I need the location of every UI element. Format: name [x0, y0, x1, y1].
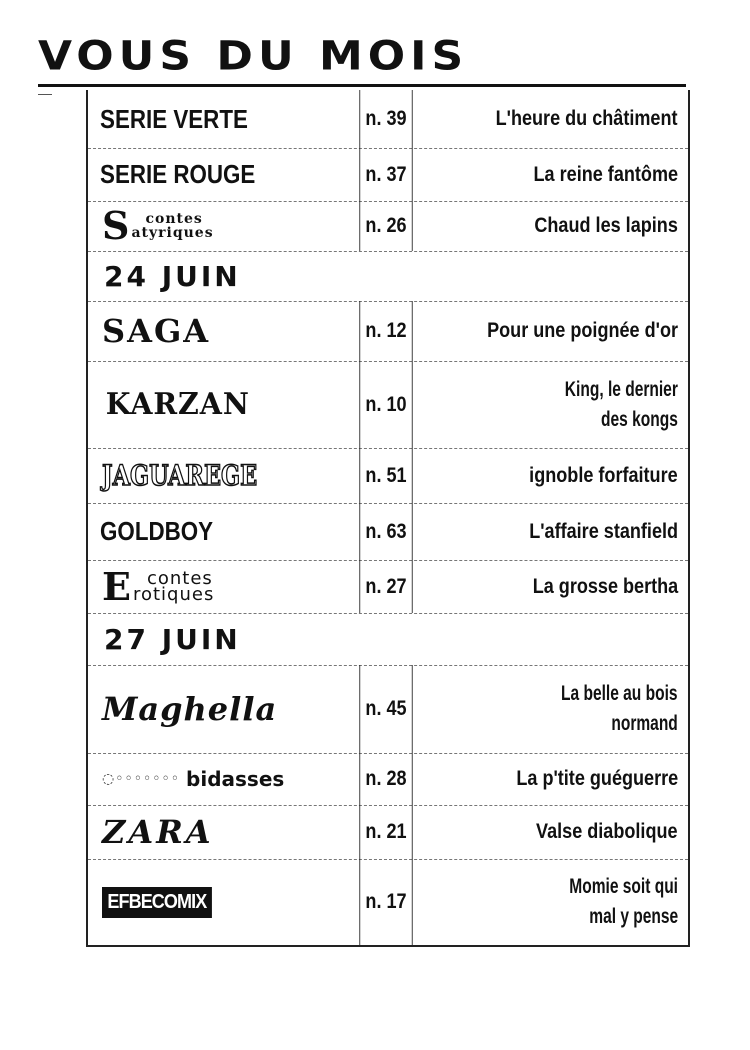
- episode-title: La grosse bertha: [532, 574, 678, 598]
- issue-number: n. 10: [359, 361, 412, 448]
- table-row: [88, 859, 688, 945]
- efbecomix-logo: EFBECOMIX: [88, 859, 355, 945]
- bidasses-logo: ◌◦◦◦◦◦◦◦ bidasses: [102, 767, 285, 791]
- schedule-table: [86, 90, 690, 947]
- issue-number: n. 39: [359, 90, 412, 148]
- maghella-logo: Maghella: [102, 690, 278, 728]
- issue-number: n. 28: [359, 753, 412, 805]
- zara-logo: ZARA: [102, 813, 214, 851]
- issue-number: n. 37: [359, 148, 412, 201]
- saga-logo: SAGA: [102, 312, 211, 350]
- table-row: [88, 448, 688, 504]
- table-row: [88, 503, 688, 561]
- contes-erotiques-logo: E contes rotiques: [102, 563, 215, 609]
- series-title: GOLDBOY: [100, 516, 214, 546]
- episode-title: Pour une poignée d'or: [487, 319, 678, 342]
- issue-number: n. 51: [359, 448, 412, 503]
- issue-number: n. 26: [359, 201, 412, 251]
- episode-title: ignoble forfaiture: [529, 463, 678, 487]
- issue-number: n. 21: [359, 805, 412, 859]
- episode-title: La p'tite guéguerre: [516, 767, 678, 790]
- contes-satyriques-logo: S contes atyriques: [102, 203, 214, 248]
- title-rule: [38, 84, 686, 87]
- date-heading: 24 JUIN: [88, 251, 688, 302]
- table-row: [88, 753, 688, 806]
- table-row: [88, 301, 688, 362]
- table-row: [88, 201, 688, 252]
- date-heading: 27 JUIN: [88, 613, 688, 666]
- episode-title: La belle au bois normand: [561, 682, 678, 735]
- episode-title: King, le dernier des kongs: [564, 377, 678, 431]
- table-row: [88, 90, 688, 149]
- issue-number: n. 45: [359, 665, 412, 753]
- episode-title: La reine fantôme: [533, 162, 678, 186]
- issue-number: n. 12: [359, 301, 412, 361]
- episode-title: L'affaire stanfield: [529, 519, 678, 543]
- table-row: [88, 665, 688, 754]
- issue-number: n. 63: [359, 503, 412, 560]
- table-row: [88, 560, 688, 614]
- jaguarege-logo: JAGUAREGE: [102, 459, 258, 492]
- table-row: [88, 148, 688, 202]
- episode-title: L'heure du châtiment: [496, 107, 678, 130]
- episode-title: Valse diabolique: [536, 820, 678, 843]
- issue-number: n. 27: [359, 560, 412, 613]
- issue-number: n. 17: [359, 859, 412, 945]
- episode-title: Momie soit qui mal y pense: [569, 875, 678, 928]
- page-title: VOUS DU MOIS: [38, 32, 469, 80]
- episode-title: Chaud les lapins: [534, 214, 678, 237]
- margin-mark: [38, 94, 52, 95]
- series-title: SERIE VERTE: [100, 103, 248, 134]
- series-title: SERIE ROUGE: [100, 159, 256, 189]
- karzan-logo: KARZAN: [105, 387, 250, 422]
- table-row: [88, 361, 688, 449]
- table-row: [88, 805, 688, 860]
